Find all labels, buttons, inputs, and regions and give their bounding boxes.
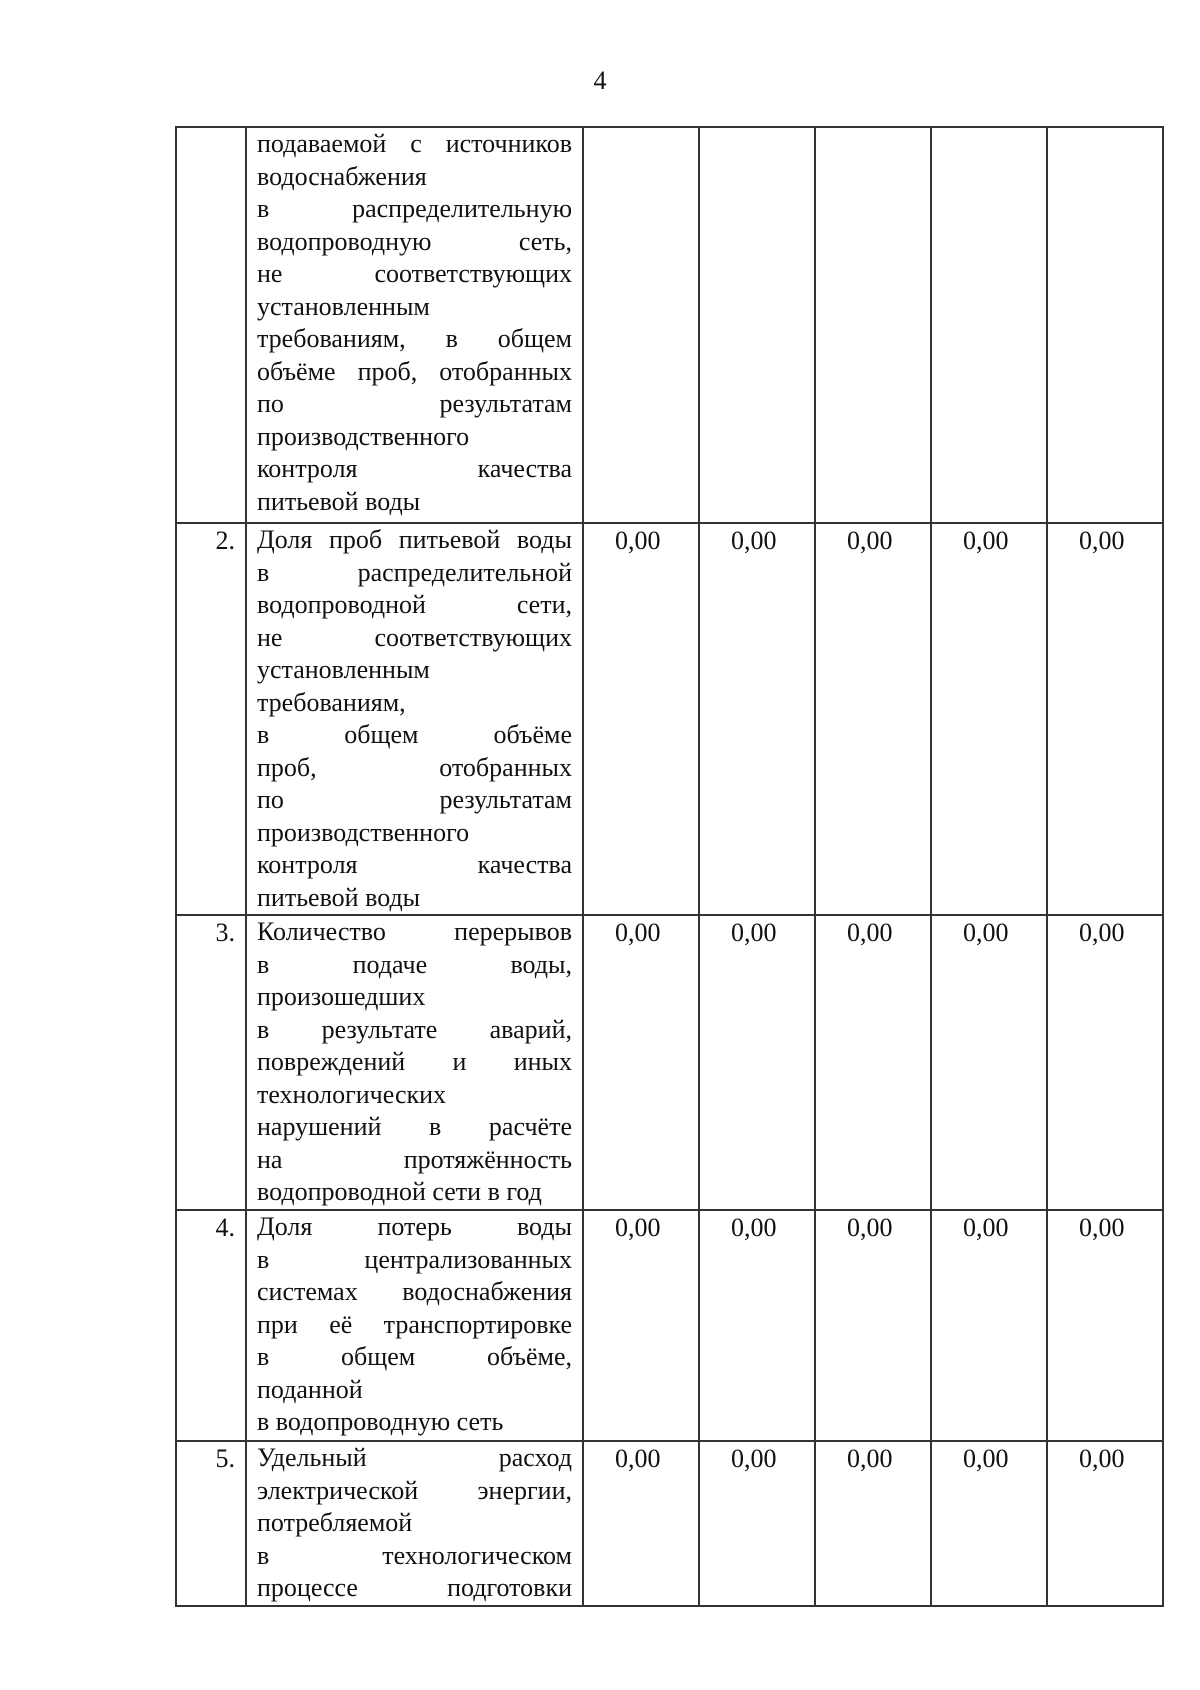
description-word: соответствующих — [374, 622, 572, 652]
indicator-description — [246, 915, 583, 1210]
description-word: не — [257, 622, 283, 652]
description-line — [257, 453, 572, 486]
description-word: по — [257, 389, 284, 418]
table-row — [176, 127, 1163, 523]
description-line — [257, 128, 572, 161]
description-word: требованиям, — [257, 687, 406, 717]
indicator-description — [246, 1210, 583, 1441]
description-word: водопроводной — [257, 590, 426, 619]
description-line — [257, 1079, 572, 1112]
value-cell: 0,00 — [583, 915, 699, 1210]
description-line — [257, 1572, 572, 1605]
row-number: 2. — [176, 523, 246, 915]
description-line — [257, 949, 572, 982]
description-line — [257, 752, 572, 785]
description-word: в — [257, 1342, 270, 1371]
table-row — [176, 523, 1163, 915]
description-line — [257, 486, 572, 519]
table-row — [176, 1210, 1163, 1441]
description-word: подаваемой — [257, 129, 387, 158]
description-line — [257, 161, 572, 194]
description-word: воды — [516, 1212, 572, 1241]
value-cell: 0,00 — [1047, 1210, 1163, 1441]
description-word: централизованных — [364, 1244, 572, 1274]
description-line — [257, 258, 572, 291]
description-word: объёме — [493, 720, 572, 749]
description-word: в — [257, 1014, 270, 1044]
description-word: нарушений — [257, 1112, 382, 1141]
description-word: энергии, — [477, 1475, 572, 1505]
table-row — [176, 1441, 1163, 1606]
description-word: сеть, — [518, 226, 572, 256]
description-word: контроля — [257, 850, 358, 879]
description-word: в — [257, 720, 270, 749]
description-word: общем — [344, 720, 419, 749]
description-word: поданной — [257, 1374, 363, 1404]
description-word: питьевой — [398, 525, 501, 554]
description-word: в — [257, 1540, 270, 1570]
table-row — [176, 915, 1163, 1210]
description-line — [257, 388, 572, 421]
value-cell: 0,00 — [931, 915, 1047, 1210]
value-cell: 0,00 — [931, 523, 1047, 915]
description-word: качества — [477, 850, 572, 879]
description-word: результатам — [439, 785, 572, 814]
description-word: в — [257, 1244, 270, 1274]
description-line — [257, 1341, 572, 1374]
value-cell: 0,00 — [815, 523, 931, 915]
value-cell — [931, 127, 1047, 523]
description-line — [257, 1540, 572, 1573]
description-word: общем — [340, 1342, 416, 1371]
description-word: Доля — [257, 525, 313, 554]
description-word: Доля — [257, 1212, 313, 1241]
description-word: процессе — [257, 1573, 358, 1602]
value-cell: 0,00 — [931, 1210, 1047, 1441]
description-word: повреждений — [257, 1047, 406, 1076]
description-word: в — [445, 324, 458, 353]
row-number: 5. — [176, 1441, 246, 1606]
row-number — [176, 127, 246, 523]
description-line — [257, 1507, 572, 1540]
description-word: расход — [498, 1443, 572, 1472]
description-line — [257, 719, 572, 752]
indicator-description — [246, 523, 583, 915]
description-line — [257, 687, 572, 720]
description-word: Удельный — [257, 1443, 367, 1472]
description-line — [257, 1276, 572, 1309]
description-word: протяжённость — [403, 1144, 572, 1174]
description-word: перерывов — [454, 917, 572, 946]
description-word: водопроводную — [257, 226, 432, 256]
description-line — [257, 421, 572, 454]
description-word: отобранных — [439, 356, 572, 386]
description-word: результатам — [439, 389, 572, 418]
value-cell: 0,00 — [931, 1441, 1047, 1606]
description-line — [257, 1176, 572, 1209]
description-line — [257, 817, 572, 850]
value-cell: 0,00 — [1047, 915, 1163, 1210]
description-word: контроля — [257, 454, 358, 483]
value-cell: 0,00 — [1047, 1441, 1163, 1606]
description-word: в — [257, 194, 270, 223]
row-number: 4. — [176, 1210, 246, 1441]
description-word: электрической — [257, 1475, 419, 1505]
description-word: водоснабжения — [257, 161, 427, 191]
description-line — [257, 356, 572, 389]
description-word: воды — [516, 525, 572, 554]
value-cell — [699, 127, 815, 523]
row-number: 3. — [176, 915, 246, 1210]
description-word: соответствующих — [374, 259, 572, 288]
description-word: по — [257, 785, 284, 814]
description-line — [257, 654, 572, 687]
value-cell: 0,00 — [815, 1210, 931, 1441]
description-word: производственного — [257, 421, 470, 451]
value-cell — [1047, 127, 1163, 523]
description-word: распределительную — [352, 194, 572, 223]
description-word: в — [257, 949, 270, 979]
value-cell — [815, 127, 931, 523]
description-word: в — [257, 557, 270, 587]
description-word: отобранных — [439, 752, 572, 782]
description-word: производственного — [257, 817, 470, 847]
description-line — [257, 323, 572, 356]
description-word: проб, — [257, 752, 317, 782]
description-line — [257, 1014, 572, 1047]
description-word: подготовки — [447, 1573, 572, 1602]
value-cell: 0,00 — [815, 915, 931, 1210]
description-word: при — [257, 1309, 298, 1339]
description-line — [257, 1309, 572, 1342]
description-word: её — [329, 1309, 353, 1339]
description-line — [257, 1111, 572, 1144]
description-word: общем — [497, 324, 572, 353]
value-cell: 0,00 — [1047, 523, 1163, 915]
value-cell: 0,00 — [583, 1441, 699, 1606]
description-word: не — [257, 259, 283, 288]
description-word: водоснабжения — [402, 1277, 572, 1306]
description-word: результате — [321, 1014, 438, 1044]
indicator-description — [246, 1441, 583, 1606]
description-word: технологических — [257, 1079, 447, 1109]
description-line — [257, 1406, 572, 1439]
description-word: системах — [257, 1277, 358, 1306]
description-word: Количество — [257, 917, 386, 946]
description-line — [257, 1475, 572, 1508]
description-line — [257, 916, 572, 949]
description-word: потерь — [377, 1212, 452, 1241]
description-word: технологическом — [382, 1540, 572, 1570]
value-cell: 0,00 — [699, 1210, 815, 1441]
description-line — [257, 784, 572, 817]
description-line — [257, 291, 572, 324]
description-word: распределительной — [357, 557, 572, 587]
page-number: 4 — [593, 66, 607, 95]
indicator-description — [246, 127, 583, 523]
value-cell: 0,00 — [699, 1441, 815, 1606]
description-word: иных — [513, 1047, 572, 1076]
description-word: источников — [445, 129, 572, 158]
description-line — [257, 981, 572, 1014]
description-word: проб — [328, 525, 383, 554]
description-word: проб, — [357, 356, 418, 386]
description-word: качества — [477, 454, 572, 483]
description-line — [257, 882, 572, 915]
description-line — [257, 1244, 572, 1277]
description-line — [257, 1374, 572, 1407]
description-word: в — [429, 1112, 442, 1141]
description-word: объёме, — [486, 1342, 572, 1371]
description-word: расчёте — [488, 1112, 572, 1141]
value-cell: 0,00 — [699, 915, 815, 1210]
description-word: аварий, — [489, 1014, 572, 1044]
description-word: требованиям, — [257, 324, 406, 353]
description-word: водопроводной сети в год — [257, 1177, 542, 1206]
description-word: установленным — [257, 655, 430, 684]
value-cell: 0,00 — [699, 523, 815, 915]
description-word: с — [410, 129, 422, 158]
value-cell: 0,00 — [815, 1441, 931, 1606]
description-word: на — [257, 1144, 283, 1174]
description-word: питьевой воды — [257, 486, 421, 516]
description-line — [257, 622, 572, 655]
description-word: в водопроводную сеть — [257, 1407, 504, 1436]
description-line — [257, 1144, 572, 1177]
value-cell: 0,00 — [583, 1210, 699, 1441]
value-cell — [583, 127, 699, 523]
description-word: подаче — [352, 949, 428, 979]
value-cell: 0,00 — [583, 523, 699, 915]
description-line — [257, 589, 572, 622]
description-word: питьевой воды — [257, 882, 421, 912]
description-word: произошедших — [257, 982, 426, 1011]
description-word: объёме — [257, 356, 336, 386]
description-line — [257, 1442, 572, 1475]
description-line — [257, 557, 572, 590]
description-word: транспортировке — [383, 1309, 572, 1339]
description-word: сети, — [516, 590, 572, 619]
description-line — [257, 193, 572, 226]
description-line — [257, 1211, 572, 1244]
description-line — [257, 524, 572, 557]
description-line — [257, 1046, 572, 1079]
description-word: установленным — [257, 291, 430, 321]
description-word: и — [452, 1047, 467, 1076]
description-line — [257, 849, 572, 882]
indicators-table — [175, 126, 1164, 1607]
description-line — [257, 226, 572, 259]
description-word: потребляемой — [257, 1508, 413, 1537]
description-word: воды, — [510, 949, 572, 979]
